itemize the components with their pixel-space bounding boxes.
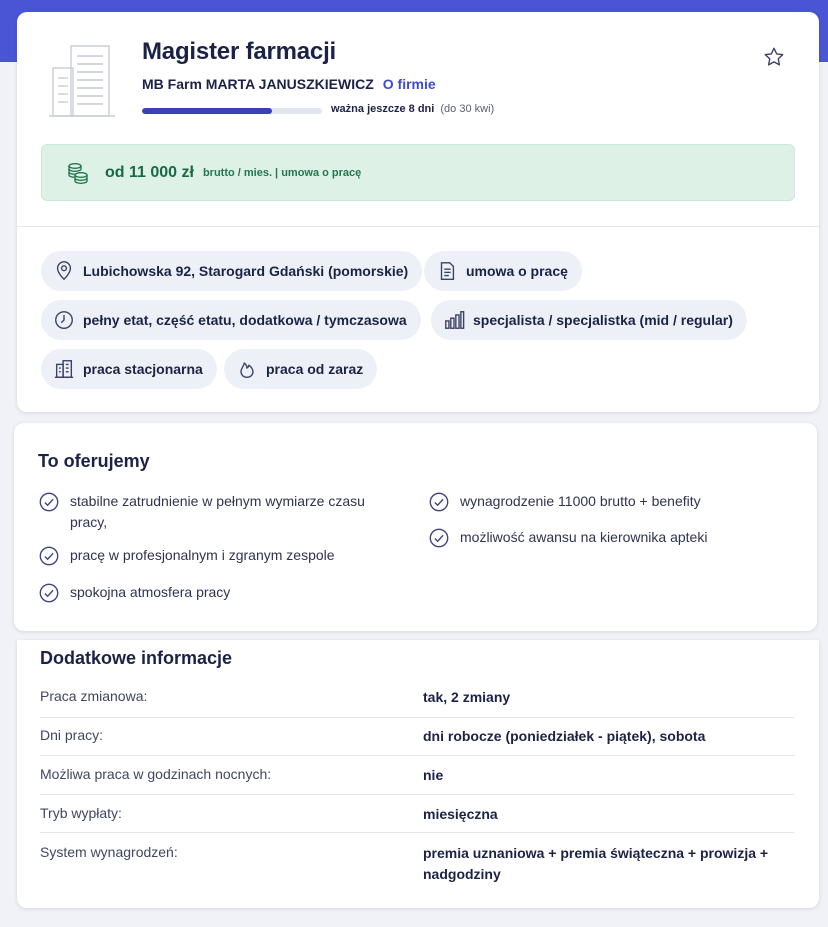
offer-item-text: spokojna atmosfera pracy — [70, 584, 231, 600]
chip-label-seniority: specjalista / specjalistka (mid / regular) — [473, 312, 733, 328]
chip-label-start: praca od zaraz — [266, 361, 364, 377]
info-row — [40, 680, 794, 718]
chip-contract[interactable] — [424, 251, 582, 291]
salary-details: brutto / mies. | umowa o pracę — [202, 166, 362, 179]
chip-label-work-time: pełny etat, część etatu, dodatkowa / tymczasowa — [83, 312, 407, 328]
chip-location[interactable] — [41, 251, 422, 291]
chip-label-workplace: praca stacjonarna — [83, 361, 203, 377]
chip-seniority[interactable] — [431, 300, 747, 340]
validity-text — [331, 103, 494, 115]
check-circle-icon — [428, 527, 450, 549]
salary-amount: od 11 000 zł — [105, 163, 194, 181]
company-logo-placeholder-icon — [49, 42, 115, 118]
info-value: miesięczna — [423, 806, 498, 822]
offer-item-text: wynagrodzenie 11000 brutto + benefity — [460, 493, 701, 509]
flame-icon — [236, 358, 258, 380]
chip-workplace[interactable] — [41, 349, 217, 389]
check-circle-icon — [38, 545, 60, 567]
validity-days: ważna jeszcze 8 dni — [331, 103, 435, 115]
check-circle-icon — [428, 491, 450, 513]
check-circle-icon — [38, 582, 60, 604]
info-label: Dni pracy: — [40, 727, 104, 743]
chip-label-contract: umowa o pracę — [466, 263, 568, 279]
offer-section-title: To oferujemy — [38, 451, 150, 471]
validity-progress-fill — [142, 108, 272, 114]
header-divider — [17, 226, 819, 227]
chip-work-time[interactable] — [41, 300, 421, 340]
building-icon — [53, 358, 75, 380]
info-label: System wynagrodzeń: — [40, 844, 178, 860]
job-header-card — [17, 12, 819, 412]
info-row — [40, 795, 794, 833]
info-section-title: Dodatkowe informacje — [40, 648, 233, 668]
document-icon — [436, 260, 458, 282]
offer-item — [38, 582, 398, 604]
info-value: tak, 2 zmiany — [423, 689, 511, 705]
info-value: premia uznaniowa + premia świąteczna + prowizja + nadgodziny — [423, 845, 769, 882]
offer-item — [428, 527, 788, 549]
coins-icon — [66, 161, 90, 185]
company-row — [142, 76, 436, 92]
info-row — [40, 756, 794, 795]
offer-item-text: pracę w profesjonalnym i zgranym zespole — [70, 547, 335, 563]
about-company-link[interactable]: O firmie — [382, 76, 436, 92]
chip-label-location: Lubichowska 92, Starogard Gdański (pomorskie) — [83, 263, 409, 279]
info-row — [40, 833, 794, 893]
offer-item-text: możliwość awansu na kierownika apteki — [460, 529, 708, 545]
info-label: Praca zmianowa: — [40, 688, 148, 704]
check-circle-icon — [38, 491, 60, 513]
company-name[interactable]: MB Farm MARTA JANUSZKIEWICZ — [142, 76, 374, 92]
job-title: Magister farmacji — [142, 38, 337, 65]
location-pin-icon — [53, 260, 75, 282]
offer-item — [38, 491, 398, 533]
offer-item-text: stabilne zatrudnienie w pełnym wymiarze czasu pracy, — [70, 493, 365, 530]
offer-card — [14, 423, 817, 631]
info-value: nie — [423, 767, 444, 783]
info-label: Możliwa praca w godzinach nocnych: — [40, 766, 272, 782]
offer-item — [38, 545, 398, 567]
validity-progress-bar — [142, 108, 322, 114]
info-label: Tryb wypłaty: — [40, 805, 122, 821]
save-offer-star-icon[interactable] — [763, 46, 785, 68]
info-row — [40, 718, 794, 756]
validity-date: (do 30 kwi) — [440, 103, 495, 115]
clock-icon — [53, 309, 75, 331]
info-value: dni robocze (poniedziałek - piątek), sobota — [423, 728, 706, 744]
offer-item — [428, 491, 788, 513]
additional-info-card — [17, 640, 819, 908]
salary-box — [41, 144, 795, 201]
chip-start[interactable] — [224, 349, 377, 389]
bar-chart-icon — [443, 309, 465, 331]
